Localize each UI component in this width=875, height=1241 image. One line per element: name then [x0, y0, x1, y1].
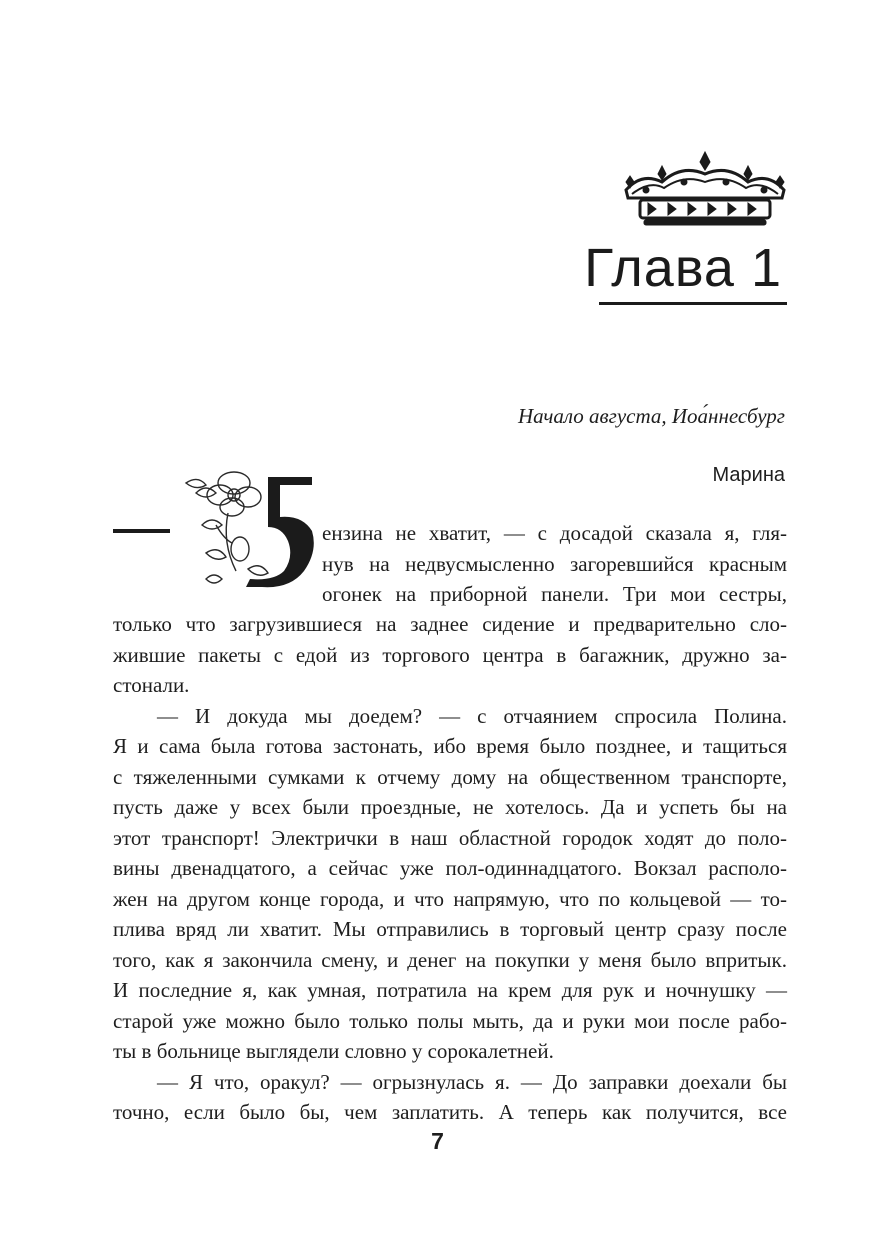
opening-dash — [113, 529, 170, 533]
text-line: пусть даже у всех были проездные, не хотелось. Да и успеть бы на — [113, 795, 787, 819]
text-line: плива вряд ли хватит. Мы отправились в торговый центр сразу после — [113, 917, 787, 941]
title-underline — [599, 302, 787, 305]
text-line: Я и сама была готова застонать, ибо время было позднее, и тащиться — [113, 734, 787, 758]
drop-cap-letter — [246, 477, 314, 587]
text-line: вины двенадцатого, а сейчас уже пол-одиннадцатого. Вокзал располо- — [113, 856, 787, 880]
chapter-subtitle: Начало августа, Иоа́ннесбург — [517, 404, 785, 428]
page-number: 7 — [431, 1128, 444, 1154]
text-line: только что загрузившиеся на заднее сидение и предварительно сло- — [113, 612, 787, 636]
text-line: точно, если было бы, чем заплатить. А теперь как получится, все — [113, 1100, 787, 1124]
text-line: — Я что, оракул? — огрызнулась я. — До заправки доехали бы — [157, 1069, 787, 1094]
crown-ornament-icon — [622, 150, 788, 230]
first-paragraph-wrapped-lines — [322, 518, 787, 610]
text-line: — И докуда мы доедем? — с отчаянием спросила Полина. — [157, 703, 787, 728]
body-text — [113, 609, 787, 1128]
text-line: стонали. — [113, 673, 190, 697]
text-line: нув на недвусмысленно загоревшийся красным — [322, 551, 787, 576]
text-line: жившие пакеты с едой из торгового центра в багажник, дружно за- — [113, 642, 787, 667]
drop-cap-with-flower-ornament — [176, 453, 316, 593]
text-line: огонек на приборной панели. Три мои сестры, — [322, 582, 787, 606]
text-line: жен на другом конце города, и что напрямую, что по кольцевой — то- — [113, 886, 787, 911]
chapter-title: Глава 1 — [584, 238, 782, 298]
text-line: того, как я закончила смену, и денег на покупки у меня было впритык. — [113, 947, 787, 972]
svg-text:Б: Б — [176, 453, 177, 454]
narrator-name: Марина — [712, 464, 785, 486]
text-line: И последние я, как умная, потратила на крем для рук и ночнушку — — [113, 978, 787, 1002]
text-line: старой уже можно было только полы мыть, да и руки мои после рабо- — [113, 1008, 787, 1033]
text-line: с тяжеленными сумками к отчему дому на общественном транспорте, — [113, 764, 787, 789]
text-line: ты в больнице выглядели словно у сорокалетней. — [113, 1039, 554, 1063]
text-line: ензина не хватит, — с досадой сказала я, гля- — [322, 521, 787, 545]
text-line: этот транспорт! Электрички в наш областной городок ходят до поло- — [113, 825, 787, 850]
